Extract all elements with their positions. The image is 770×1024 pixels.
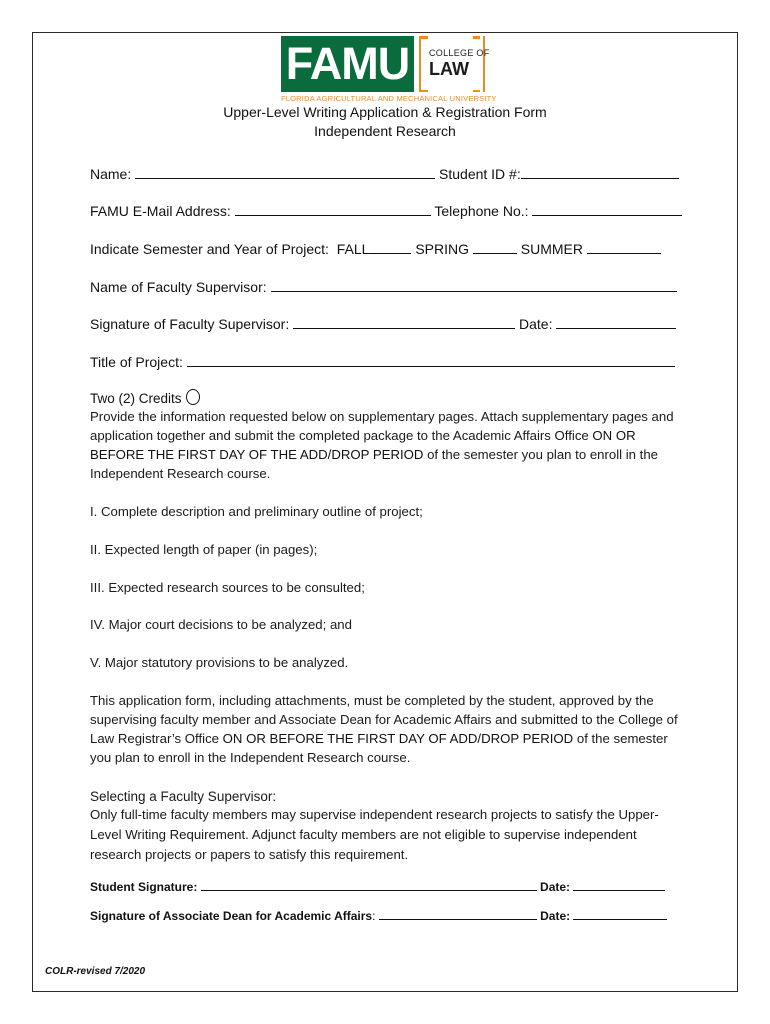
name-field[interactable] <box>135 166 435 179</box>
spring-field[interactable] <box>473 241 517 254</box>
telephone-label: Telephone No.: <box>434 203 529 219</box>
dean-date-field[interactable] <box>573 907 667 920</box>
email-label: FAMU E-Mail Address: <box>90 203 231 219</box>
form-title: Upper-Level Writing Application & Registration Form <box>223 104 547 120</box>
summer-label: SUMMER <box>520 241 584 257</box>
dean-signature-colon: : <box>372 909 376 923</box>
student-signature-label: Student Signature: <box>90 880 198 894</box>
semester-label: Indicate Semester and Year of Project: <box>90 241 329 257</box>
project-title-label: Title of Project: <box>90 354 183 370</box>
dean-signature-row <box>90 907 667 923</box>
submission-text-b: of the semester you plan to enroll in the Independent Research course. <box>90 731 668 765</box>
dean-signature-field[interactable] <box>379 907 537 920</box>
submission-paragraph <box>90 691 690 767</box>
selecting-heading: Selecting a Faculty Supervisor: <box>90 789 277 804</box>
supervisor-signature-label: Signature of Faculty Supervisor: <box>90 316 290 332</box>
selecting-paragraph: Only full-time faculty members may supervise independent research projects to satisfy the Upper-Level Writing Requirement. Adjunct faculty members are not eligible to supervise independent research projects or papers to satisfy this requirement. <box>90 807 659 862</box>
supervisor-signature-field[interactable] <box>293 316 515 329</box>
project-title-row <box>90 354 675 370</box>
fall-field[interactable] <box>369 241 411 254</box>
credits-label: Two (2) Credits <box>90 391 182 406</box>
student-id-label: Student ID #: <box>439 166 521 182</box>
supervisor-date-field[interactable] <box>556 316 676 329</box>
list-item: V. Major statutory provisions to be analyzed. <box>90 655 349 670</box>
spring-label: SPRING <box>415 241 469 257</box>
student-signature-row <box>90 878 665 894</box>
revision-footer: COLR-revised 7/2020 <box>45 966 146 977</box>
name-label: Name: <box>90 166 132 182</box>
faculty-supervisor-label: Name of Faculty Supervisor: <box>90 279 267 295</box>
student-signature-field[interactable] <box>201 878 537 891</box>
supervisor-date-label: Date: <box>519 316 553 332</box>
email-row <box>90 203 682 219</box>
student-date-field[interactable] <box>573 878 665 891</box>
form-subtitle: Independent Research <box>314 123 456 139</box>
list-item: III. Expected research sources to be consulted; <box>90 580 365 595</box>
list-item: I. Complete description and preliminary outline of project; <box>90 504 423 519</box>
faculty-supervisor-field[interactable] <box>271 279 677 292</box>
logo-college-text: COLLEGE OF <box>429 48 490 58</box>
submission-text-a: This application form, including attachments, must be completed by the student, approved by the supervising faculty member and Associate Dean for Academic Affairs and submitted to the College of Law Registrar’s Office <box>90 693 678 746</box>
student-id-field[interactable] <box>521 166 679 179</box>
project-title-field[interactable] <box>187 354 675 367</box>
supervisor-signature-row <box>90 316 676 332</box>
telephone-field[interactable] <box>532 203 682 216</box>
fall-label: FALL <box>336 241 370 257</box>
email-field[interactable] <box>235 203 431 216</box>
instructions-text-b: of the semester you plan to enroll in the Independent Research course. <box>90 447 659 481</box>
student-date-label: Date: <box>540 880 571 894</box>
credits-radio[interactable] <box>186 389 200 405</box>
dean-date-label: Date: <box>540 909 571 923</box>
faculty-supervisor-row <box>90 279 677 295</box>
instructions-paragraph <box>90 407 690 483</box>
list-item: IV. Major court decisions to be analyzed; and <box>90 617 352 632</box>
summer-field[interactable] <box>587 241 661 254</box>
logo-law-text: LAW <box>429 59 469 79</box>
semester-row <box>90 241 661 257</box>
logo-university-text: FLORIDA AGRICULTURAL AND MECHANICAL UNIVERSITY <box>281 94 497 103</box>
famu-law-logo <box>281 36 497 106</box>
instructions-text-a: Provide the information requested below on supplementary pages. Attach supplementary pages and application together and submit the completed package to the Academic Affairs Office <box>90 409 674 443</box>
instructions-deadline-emphasis: ON OR BEFORE THE FIRST DAY OF THE ADD/DROP PERIOD <box>90 428 636 462</box>
list-item: II. Expected length of paper (in pages); <box>90 542 318 557</box>
credits-row <box>90 389 200 406</box>
dean-signature-label: Signature of Associate Dean for Academic Affairs <box>90 909 373 923</box>
name-row <box>90 166 679 182</box>
submission-deadline-emphasis: ON OR BEFORE THE FIRST DAY OF ADD/DROP PERIOD <box>222 731 574 746</box>
logo-famu-block: FAMU <box>281 36 414 92</box>
